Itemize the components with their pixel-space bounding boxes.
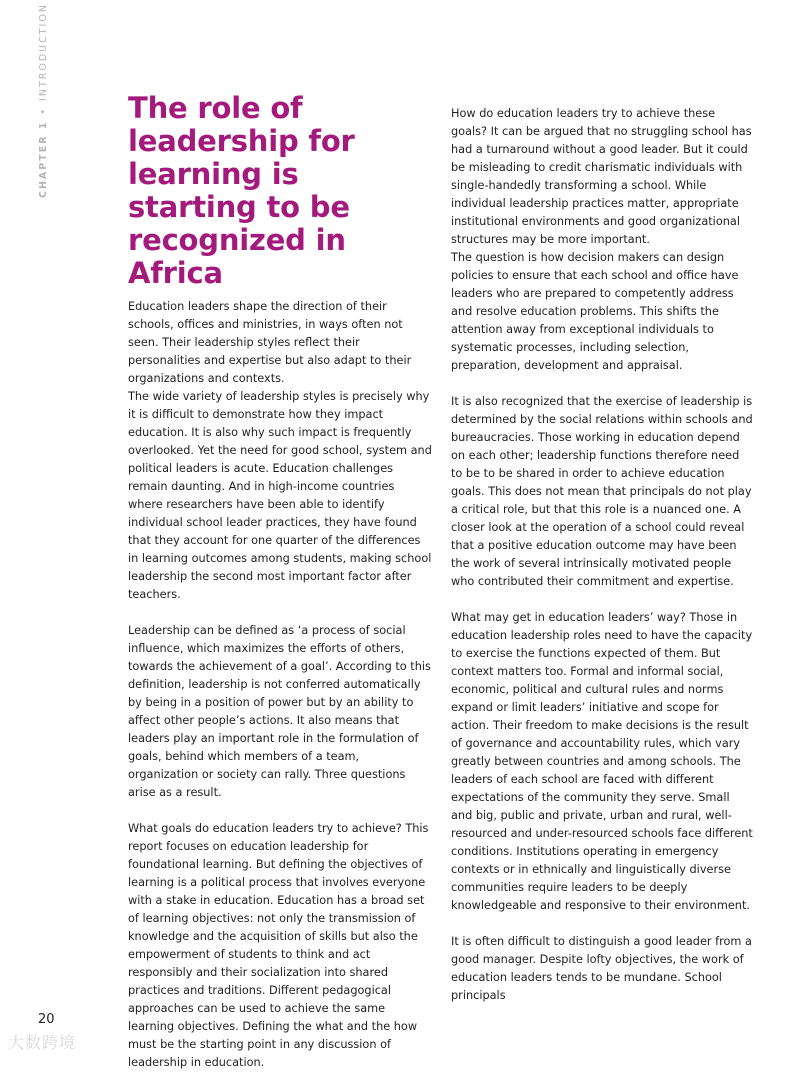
paragraph: What goals do education leaders try to achieve? This report focuses on education leadership for foundational learning. But defining the objectives of learning is a political process that involves everyone with a stake in education. Education has a broad set of learning objectives: not only the transmission of knowledge and the acquisition of skills but also the empowerment of students to think and act responsibly and their socialization into shared practices and traditions. Different pedagogical approaches can be used to achieve the same learning objectives. Defining the what and the how must be the starting point in any discussion of leadership in education. — [128, 822, 429, 1069]
paragraph: How do education leaders try to achieve these goals? It can be argued that no struggling school has had a turnaround without a good leader. But it could be misleading to credit charismatic individuals with single-handedly transforming a school. While individual leadership practices matter, appropriate institutional environments and good organizational structures may be more important. — [451, 107, 752, 246]
right-column — [451, 105, 754, 1005]
section-label: INTRODUCTION — [38, 3, 49, 101]
left-column — [128, 92, 432, 1072]
paragraph: Leadership can be defined as ‘a process of social influence, which maximizes the efforts of others, towards the achievement of a goal’. According to this definition, leadership is not conferred automatically by being in a position of power but by an ability to affect other people’s actions. It also means that leaders play an important role in the formulation of goals, behind which members of a team, organization or society can rally. Three questions arise as a result. — [128, 624, 431, 799]
paragraph: Education leaders shape the direction of their schools, offices and ministries, in ways often not seen. Their leadership styles reflect their personalities and expertise but also adapt to their organizations and contexts. — [128, 300, 412, 385]
watermark: 大数跨境 — [8, 1033, 77, 1052]
chapter-label: CHAPTER 1 — [38, 120, 49, 198]
paragraph: It is also recognized that the exercise of leadership is determined by the social relations within schools and bureaucracies. Those working in education depend on each other; leadership functions therefore need to be to be shared in order to achieve education goals. This does not mean that principals do not play a critical role, but that this role is a nuanced one. A closer look at the operation of a school could reveal that a positive education outcome may have been the work of several intrinsically motivated people who contributed their commitment and expertise. — [451, 395, 753, 588]
chapter-separator: • — [38, 106, 49, 115]
paragraph: What may get in education leaders’ way? Those in education leadership roles need to have the capacity to exercise the functions expected of them. But context matters too. Formal and informal social, economic, political and cultural rules and norms expand or limit leaders’ initiative and scope for action. Their freedom to make decisions is the result of governance and accountability rules, which vary greatly between countries and among schools. The leaders of each school are faced with different expectations of the community they serve. Small and big, public and private, urban and rural, well-resourced and under-resourced schools face different conditions. Institutions operating in emergency contexts or in ethnically and linguistically diverse communities require leaders to be deeply knowledgeable and responsive to their environment. — [451, 611, 753, 912]
paragraph: The wide variety of leadership styles is precisely why it is difficult to demonstrate how they impact education. It is also why such impact is frequently overlooked. Yet the need for good school, system and political leaders is acute. Education challenges remain daunting. And in high-income countries where researchers have been able to identify individual school leader practices, they have found that they account for one quarter of the differences in learning outcomes among students, making school leadership the second most important factor after teachers. — [128, 390, 432, 601]
paragraph: It is often difficult to distinguish a good leader from a good manager. Despite lofty objectives, the work of education leaders tends to be mundane. School principals — [451, 935, 752, 1002]
page-number: 20 — [38, 1012, 55, 1027]
chapter-side-label — [38, 3, 49, 198]
paragraph: The question is how decision makers can design policies to ensure that each school and office have leaders who are prepared to competently address and resolve education problems. This shifts the attention away from exceptional individuals to systematic processes, including selection, preparation, development and appraisal. — [451, 251, 739, 372]
page-title: The role of leadership for learning is starting to be recognized in Africa — [128, 91, 355, 290]
